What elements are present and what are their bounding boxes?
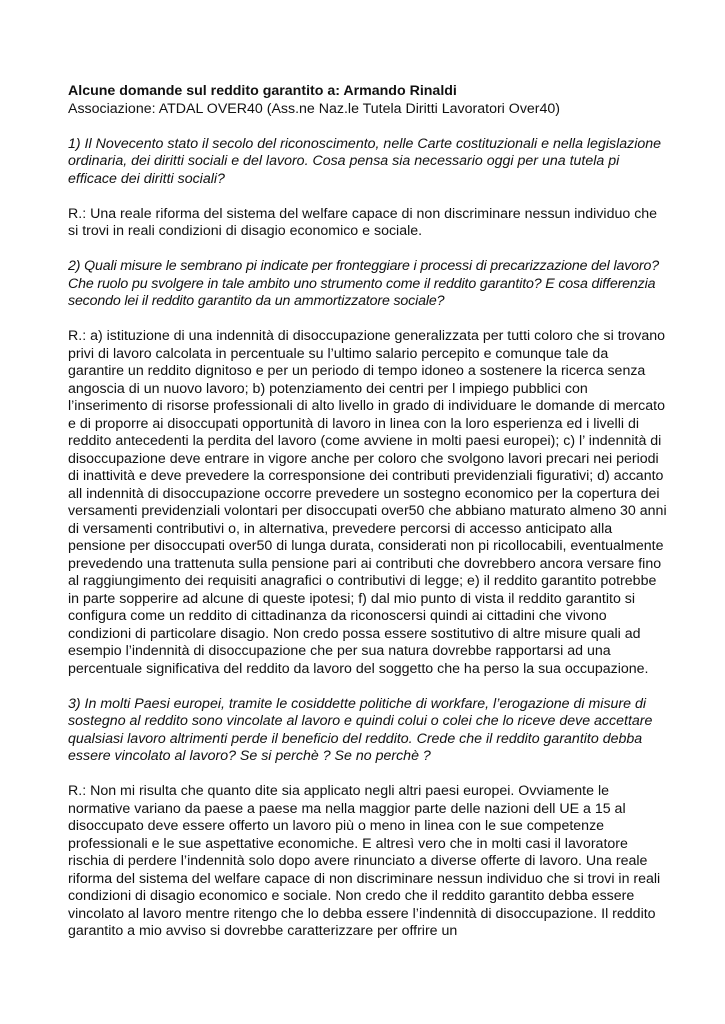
question-2: 2) Quali misure le sembrano pi indicate per fronteggiare i processi di precarizzazione del lavoro? Che ruolo pu svolgere in tale ambito uno strumento come il reddito garantito? E cosa differenzia secondo lei il reddito garantito da un ammortizzatore sociale? — [68, 258, 659, 309]
answer-3: R.: Non mi risulta che quanto dite sia applicato negli altri paesi europei. Ovviamente le normative variano da paese a paese ma nella maggior parte delle nazioni dell UE a 15 al disoccupato deve essere offerto un lavoro più o meno in linea con le sue competenze professionali e le sue aspettative economiche. E altresì vero che in molti casi il lavoratore rischia di perdere l’indennità solo dopo avere rinunciato a diverse offerte di lavoro. Una reale riforma del sistema del welfare capace di non discriminare nessun individuo che si trovi in reali condizioni di disagio economico e sociale. Non credo che il reddito garantito debba essere vincolato al lavoro mentre ritengo che lo debba essere l’indennità di disoccupazione. Il reddito garantito a mio avviso si dovrebbe caratterizzare per offrire un — [68, 783, 661, 939]
question-1: 1) Il Novecento stato il secolo del riconoscimento, nelle Carte costituzionali e nella legislazione ordinaria, dei diritti sociali e del lavoro. Cosa pensa sia necessario oggi per una tutela pi efficace dei diritti sociali? — [68, 135, 662, 187]
association-line: Associazione: ATDAL OVER40 (Ass.ne Naz.le Tutela Diritti Lavoratori Over40) — [68, 100, 561, 117]
document-body — [68, 83, 668, 958]
question-3: 3) In molti Paesi europei, tramite le cosiddette politiche di workfare, l’erogazione di misure di sostegno al reddito sono vincolate al lavoro e quindi colui o colei che lo riceve deve accettare qualsiasi lavoro altrimenti perde il beneficio del reddito. Crede che il reddito garantito debba essere vincolato al lavoro? Se si perchè ? Se no perchè ? — [68, 695, 653, 764]
answer-1: R.: Una reale riforma del sistema del welfare capace di non discriminare nessun individuo che si trovi in reali condizioni di disagio economico e sociale. — [68, 205, 658, 239]
document-title: Alcune domande sul reddito garantito a: Armando Rinaldi — [68, 83, 457, 99]
answer-2: R.: a) istituzione di una indennità di disoccupazione generalizzata per tutti coloro che si trovano privi di lavoro calcolata in percentuale su l’ultimo salario percepito e comunque tale da garantire un reddito dignitoso e per un periodo di tempo idoneo a sostenere la ricerca senza angoscia di un nuovo lavoro; b) potenziamento dei centri per l impiego pubblici con l’inserimento di risorse professionali di alto livello in grado di individuare le domande di mercato e di proporre ai disoccupati opportunità di lavoro in linea con la loro esperienza ed i livelli di reddito antecedenti la perdita del lavoro (come avviene in molti paesi europei); c) l’ indennità di disoccupazione deve entrare in vigore anche per coloro che svolgono lavori precari nei periodi di inattività e deve prevedere la corresponsione dei contributi previdenziali figurativi; d) accanto all indennità di disoccupazione occorre prevedere un sostegno economico per la copertura dei versamenti previdenziali volontari per disoccupati over50 che abbiano maturato almeno 30 anni di versamenti contributivi o, in alternativa, prevedere percorsi di accesso anticipato alla pensione per disoccupati over50 di lunga durata, considerati non pi ricollocabili, eventualmente prevedendo una trattenuta sulla pensione pari ai contributi che dovrebbero ancora versare fino al raggiungimento dei requisiti anagrafici o contributivi di legge; e) il reddito garantito potrebbe in parte sopperire ad alcune di queste ipotesi; f) dal mio punto di vista il reddito garantito si configura come un reddito di cittadinanza da riconoscersi quindi ai cittadini che vivono condizioni di particolare disagio. Non credo possa essere sostitutivo di altre misure quali ad esempio l’indennità di disoccupazione che per sua natura dovrebbe rapportarsi ad una percentuale significativa del reddito da lavoro del soggetto che ha perso la sua occupazione. — [68, 328, 667, 677]
